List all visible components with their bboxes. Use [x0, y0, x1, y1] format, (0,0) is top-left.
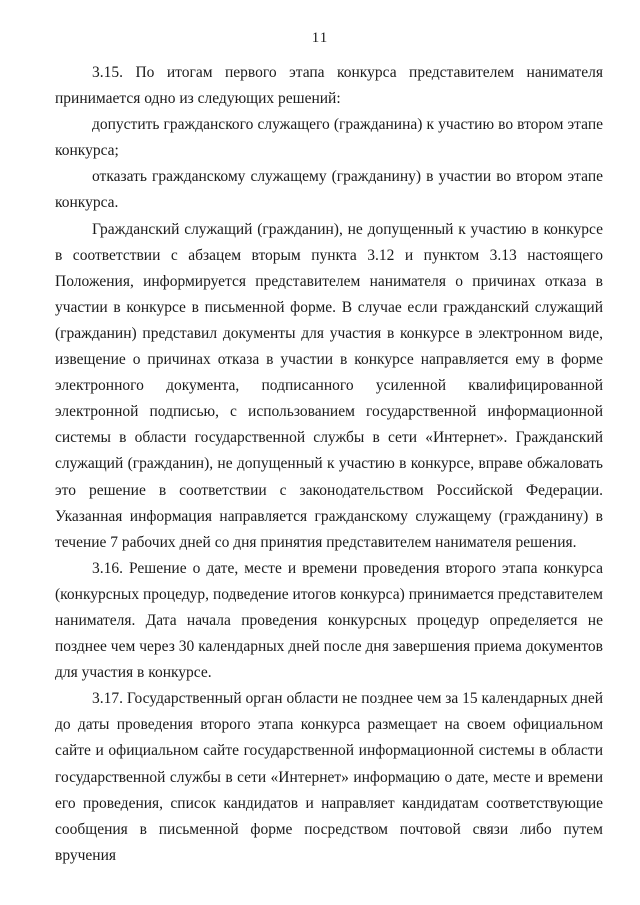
paragraph-3-16: 3.16. Решение о дате, месте и времени проведения второго этапа конкурса (конкурсных процедур, подведение итогов конкурса) принимается представителем нанимателя. Дата начала проведения конкурсных процедур определяется не позднее чем через 30 календарных дней после дня завершения приема документов для участия в конкурсе. [55, 559, 603, 682]
paragraph-refusal-notification: Гражданский служащий (гражданин), не допущенный к участию в конкурсе в соответствии с абзацем вторым пункта 3.12 и пунктом 3.13 настоящего Положения, информируется представителем нанимателя о причинах отказа в участии в конкурсе в письменной форме. В случае если гражданский служащий (гражданин) представил документы для участия в конкурсе в электронном виде, извещение о причинах отказа в участии в конкурсе направляется ему в форме электронного документа, подписанного усиленной квалифицированной электронной подписью, с использованием государственной информационной системы в области государственной службы в сети «Интернет». Гражданский служащий (гражданин), не допущенный к участию в конкурсе, вправе обжаловать это решение в соответствии с законодательством Российской Федерации. Указанная информация направляется гражданскому служащему (гражданину) в течение 7 рабочих дней со дня принятия представителем нанимателя решения. [55, 220, 603, 551]
paragraph-3-17: 3.17. Государственный орган области не позднее чем за 15 календарных дней до даты проведения второго этапа конкурса размещает на своем официальном сайте и официальном сайте государственной информационной системы в области государственной службы в сети «Интернет» информацию о дате, месте и времени его проведения, список кандидатов и направляет кандидатам соответствующие сообщения в письменной форме посредством почтовой связи либо путем вручения [55, 690, 603, 864]
paragraph-3-15: 3.15. По итогам первого этапа конкурса представителем нанимателя принимается одно из следующих решений: [55, 64, 603, 108]
paragraph-admit-option: допустить гражданского служащего (гражданина) к участию во втором этапе конкурса; [55, 116, 603, 160]
paragraph-refuse-option: отказать гражданскому служащему (гражданину) в участии во втором этапе конкурса. [55, 168, 603, 212]
page-number: 11 [311, 30, 329, 46]
document-body [55, 60, 603, 869]
